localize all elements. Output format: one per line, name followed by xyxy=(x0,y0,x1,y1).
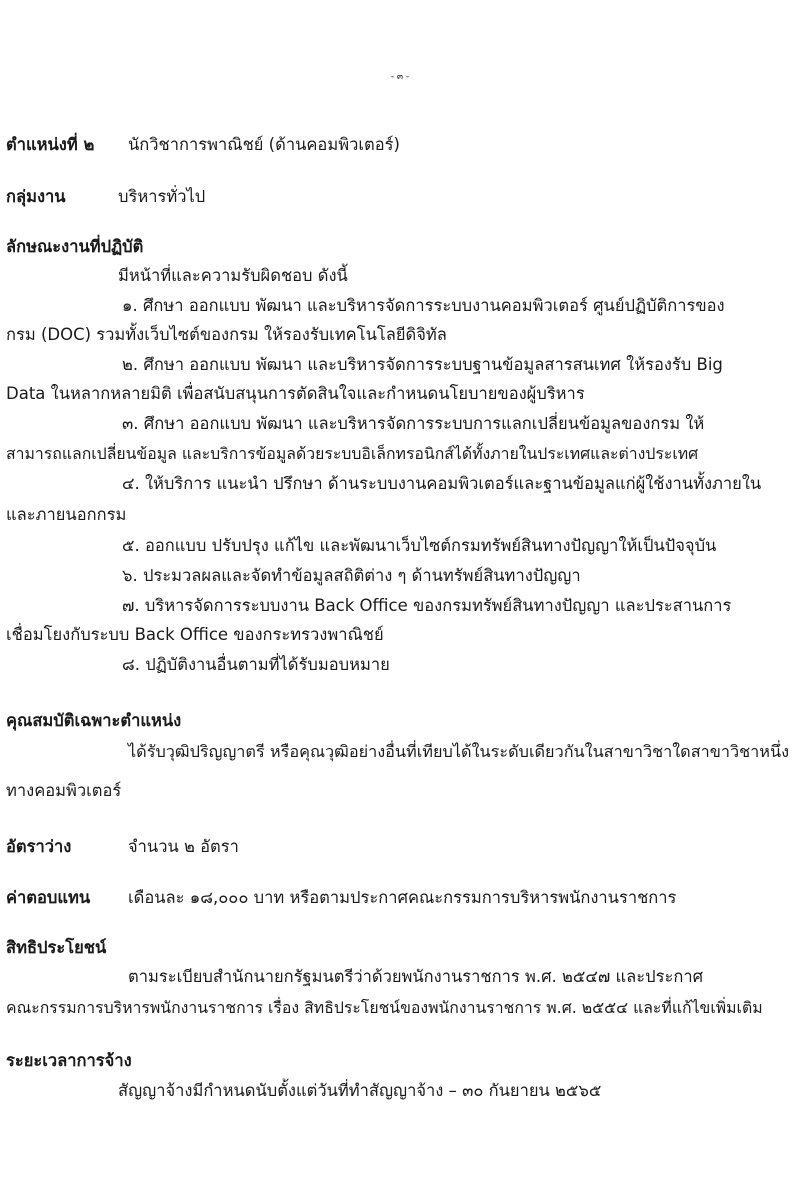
position-value: นักวิชาการพาณิชย์ (ด้านคอมพิวเตอร์) xyxy=(128,135,400,154)
qualifications-line2: ทางคอมพิวเตอร์ xyxy=(6,781,122,800)
duty-item-5: ๕. ออกแบบ ปรับปรุง แก้ไข และพัฒนาเว็บไซต์กรมทรัพย์สินทางปัญญาให้เป็นปัจจุบัน xyxy=(122,536,717,555)
duties-intro: มีหน้าที่และความรับผิดชอบ ดังนี้ xyxy=(118,266,348,285)
duty-item-1-line1: ๑. ศึกษา ออกแบบ พัฒนา และบริหารจัดการระบบงานคอมพิวเตอร์ ศูนย์ปฏิบัติการของ xyxy=(122,296,725,315)
benefits-line1: ตามระเบียบสำนักนายกรัฐมนตรีว่าด้วยพนักงานราชการ พ.ศ. ๒๕๔๗ และประกาศ xyxy=(128,967,704,986)
compensation-value: เดือนละ ๑๘,๐๐๐ บาท หรือตามประกาศคณะกรรมการบริหารพนักงานราชการ xyxy=(128,888,677,907)
duty-item-4-line2: และภายนอกกรม xyxy=(6,505,127,524)
benefits-heading: สิทธิประโยชน์ xyxy=(6,938,107,957)
qualifications-heading: คุณสมบัติเฉพาะตำแหน่ง xyxy=(6,711,182,730)
duty-item-6: ๖. ประมวลผลและจัดทำข้อมูลสถิติต่าง ๆ ด้านทรัพย์สินทางปัญญา xyxy=(122,566,581,585)
duties-heading: ลักษณะงานที่ปฏิบัติ xyxy=(6,237,144,256)
vacancy-value: จำนวน ๒ อัตรา xyxy=(128,837,239,856)
position-label: ตำแหน่งที่ ๒ xyxy=(6,135,95,154)
employment-period-line1: สัญญาจ้างมีกำหนดนับตั้งแต่วันที่ทำสัญญาจ้าง – ๓๐ กันยายน ๒๕๖๕ xyxy=(118,1081,602,1100)
compensation-label: ค่าตอบแทน xyxy=(6,888,91,907)
duty-item-3-line2: สามารถแลกเปลี่ยนข้อมูล และบริการข้อมูลด้วยระบบอิเล็กทรอนิกส์ได้ทั้งภายในประเทศและต่างประเทศ xyxy=(6,444,699,463)
duty-item-7-line2: เชื่อมโยงกับระบบ Back Office ของกระทรวงพาณิชย์ xyxy=(6,625,384,644)
employment-period-heading: ระยะเวลาการจ้าง xyxy=(6,1051,132,1070)
duty-item-4-line1: ๔. ให้บริการ แนะนำ ปรึกษา ด้านระบบงานคอมพิวเตอร์และฐานข้อมูลแก่ผู้ใช้งานทั้งภายใน xyxy=(122,474,762,493)
benefits-line2: คณะกรรมการบริหารพนักงานราชการ เรื่อง สิทธิประโยชน์ของพนักงานราชการ พ.ศ. ๒๕๕๔ และที่แก้ไขเพิ่มเติม xyxy=(6,998,763,1017)
qualifications-line1: ได้รับวุฒิปริญญาตรี หรือคุณวุฒิอย่างอื่นที่เทียบได้ในระดับเดียวกันในสาขาวิชาใดสาขาวิชาหนึ่ง xyxy=(128,742,790,761)
duty-item-3-line1: ๓. ศึกษา ออกแบบ พัฒนา และบริหารจัดการระบบการแลกเปลี่ยนข้อมูลของกรม ให้ xyxy=(122,414,705,433)
vacancy-label: อัตราว่าง xyxy=(6,837,72,856)
duty-item-7-line1: ๗. บริหารจัดการระบบงาน Back Office ของกรมทรัพย์สินทางปัญญา และประสานการ xyxy=(122,596,732,615)
duty-item-2-line1: ๒. ศึกษา ออกแบบ พัฒนา และบริหารจัดการระบบฐานข้อมูลสารสนเทศ ให้รองรับ Big xyxy=(122,355,723,374)
group-label: กลุ่มงาน xyxy=(6,187,66,206)
duty-item-8: ๘. ปฏิบัติงานอื่นตามที่ได้รับมอบหมาย xyxy=(122,655,390,674)
duty-item-2-line2: Data ในหลากหลายมิติ เพื่อสนับสนุนการตัดสินใจและกำหนดนโยบายของผู้บริหาร xyxy=(6,384,585,403)
group-value: บริหารทั่วไป xyxy=(118,187,206,206)
duty-item-1-line2: กรม (DOC) รวมทั้งเว็บไซต์ของกรม ให้รองรับเทคโนโลยีดิจิทัล xyxy=(6,325,447,344)
page-number: - ๓ - xyxy=(390,72,410,82)
